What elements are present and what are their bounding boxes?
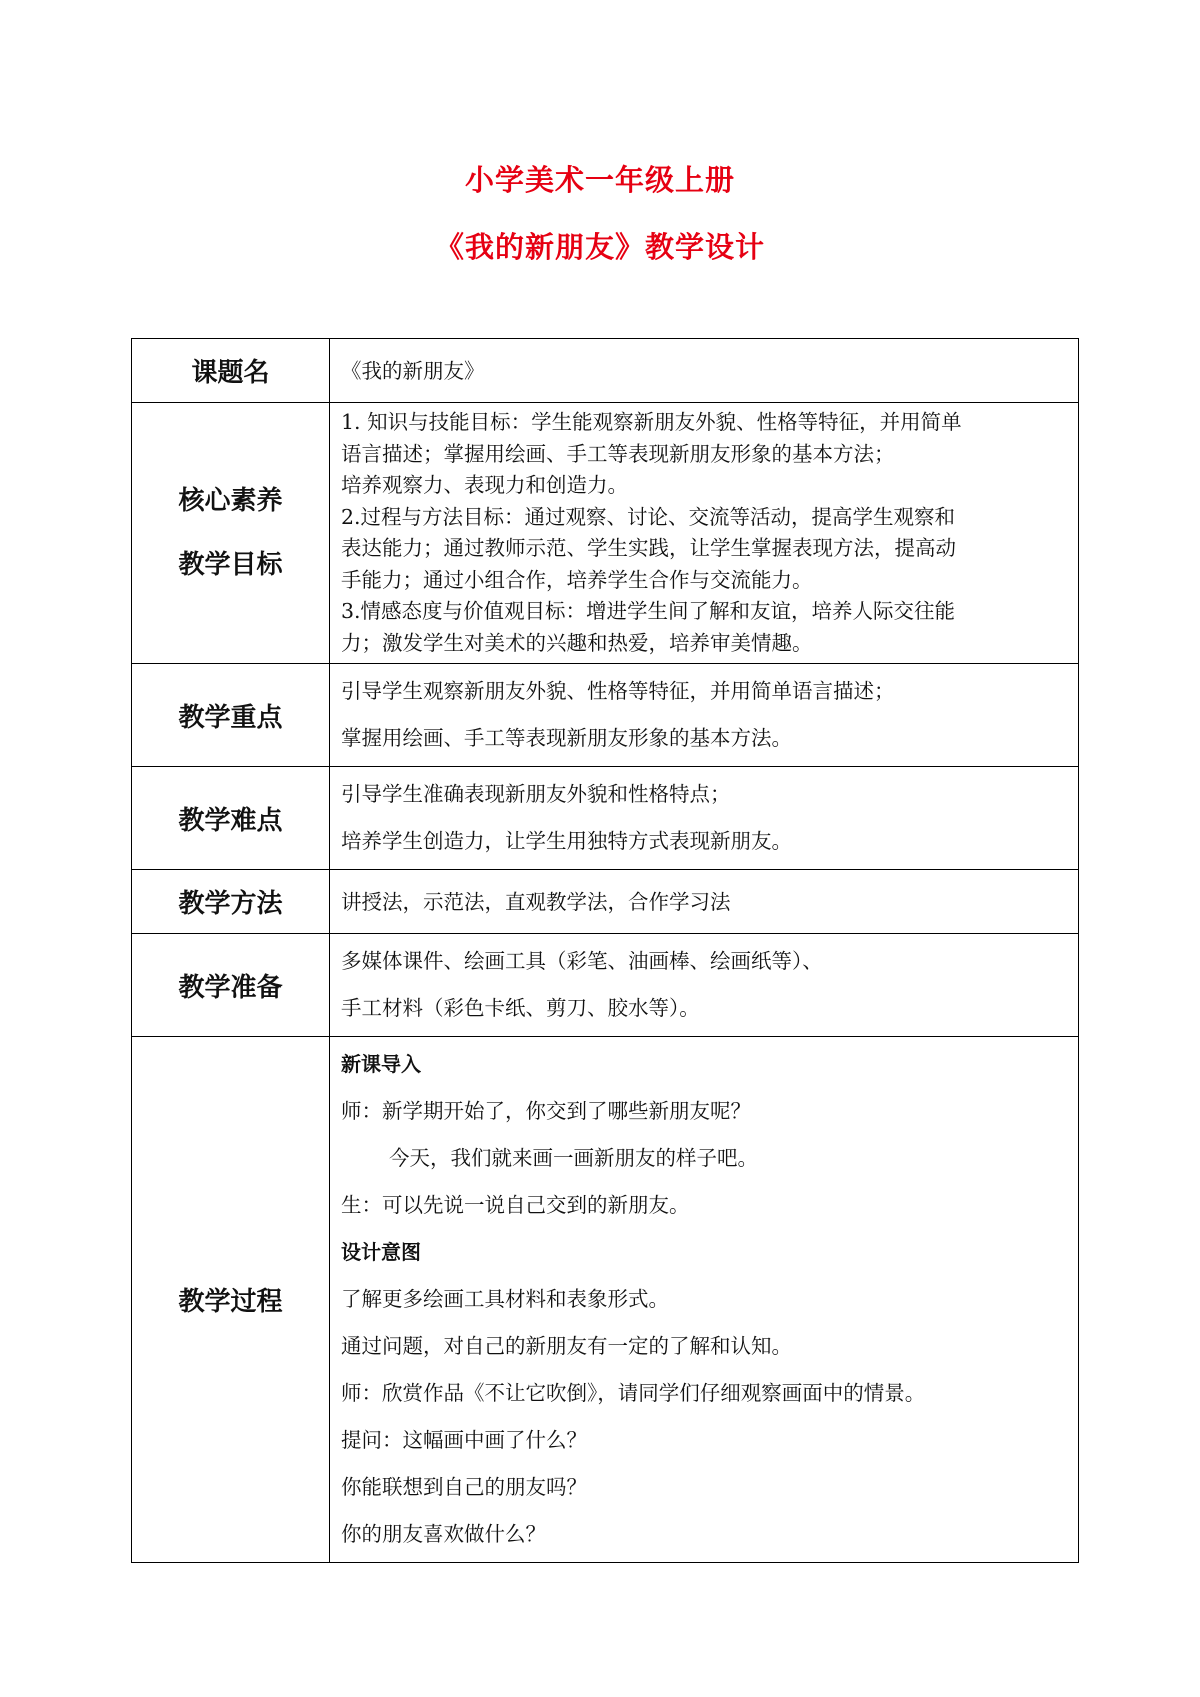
key-points-content <box>330 664 1079 767</box>
label-goals <box>132 403 330 664</box>
process-line: 通过问题，对自己的新朋友有一定的了解和认知。 <box>341 1334 792 1358</box>
value-lesson-name <box>330 339 1079 403</box>
row-difficulties <box>132 767 1079 870</box>
process-line: 生：可以先说一说自己交到的新朋友。 <box>341 1193 690 1217</box>
label-preparation: 教学准备 <box>132 934 330 1037</box>
design-heading: 设计意图 <box>341 1240 421 1264</box>
process-line: 了解更多绘画工具材料和表象形式。 <box>341 1287 669 1311</box>
preparation-line: 多媒体课件、绘画工具（彩笔、油画棒、绘画纸等）、 <box>341 949 823 973</box>
key-point-line: 引导学生观察新朋友外貌、性格等特征，并用简单语言描述； <box>341 679 895 703</box>
goal-line: 表达能力；通过教师示范、学生实践，让学生掌握表现方法，提高动 <box>341 536 956 560</box>
goal-line: 手能力；通过小组合作，培养学生合作与交流能力。 <box>341 567 813 592</box>
goals-content <box>330 403 1079 664</box>
label-goals-line1: 核心素养 <box>178 486 283 516</box>
preparation-line: 手工材料（彩色卡纸、剪刀、胶水等）。 <box>341 996 700 1020</box>
process-content <box>330 1037 1079 1563</box>
row-lesson-name <box>132 339 1079 403</box>
goal-line: 语言描述；掌握用绘画、手工等表现新朋友形象的基本方法； <box>341 441 895 466</box>
goal-line: 1. 知识与技能目标：学生能观察新朋友外貌、性格等特征，并用简单 <box>341 410 962 434</box>
goal-line: 2.过程与方法目标：通过观察、讨论、交流等活动，提高学生观察和 <box>341 504 956 529</box>
process-line: 你的朋友喜欢做什么？ <box>341 1522 546 1546</box>
difficulty-line: 引导学生准确表现新朋友外貌和性格特点； <box>341 782 731 806</box>
preparation-content <box>330 934 1079 1037</box>
methods-content <box>330 870 1079 934</box>
label-difficulties: 教学难点 <box>132 767 330 870</box>
label-methods: 教学方法 <box>132 870 330 934</box>
label-lesson-name: 课题名 <box>132 339 330 403</box>
row-key-points <box>132 664 1079 767</box>
goal-line: 3.情感态度与价值观目标：增进学生间了解和友谊，培养人际交往能 <box>341 599 956 623</box>
difficulties-content <box>330 767 1079 870</box>
process-line: 师：新学期开始了，你交到了哪些新朋友呢？ <box>341 1099 751 1123</box>
lesson-plan-table <box>131 338 1079 1563</box>
goal-line: 力；激发学生对美术的兴趣和热爱，培养审美情趣。 <box>341 630 813 655</box>
lesson-name-text: 《我的新朋友》 <box>341 358 485 383</box>
process-line: 你能联想到自己的朋友吗？ <box>341 1475 587 1499</box>
row-goals <box>132 403 1079 664</box>
goal-line: 培养观察力、表现力和创造力。 <box>341 473 628 497</box>
process-line: 今天，我们就来画一画新朋友的样子吧。 <box>389 1146 758 1170</box>
methods-text: 讲授法，示范法，直观教学法，合作学习法 <box>341 889 731 914</box>
process-line: 师：欣赏作品《不让它吹倒》，请同学们仔细观察画面中的情景。 <box>341 1381 926 1405</box>
row-preparation <box>132 934 1079 1037</box>
document-subtitle: 《我的新朋友》教学设计 <box>434 230 765 264</box>
label-key-points: 教学重点 <box>132 664 330 767</box>
label-process: 教学过程 <box>132 1037 330 1563</box>
document-title: 小学美术一年级上册 <box>464 163 735 197</box>
intro-heading: 新课导入 <box>341 1052 421 1076</box>
row-methods <box>132 870 1079 934</box>
label-goals-line2: 教学目标 <box>178 550 283 580</box>
key-point-line: 掌握用绘画、手工等表现新朋友形象的基本方法。 <box>341 726 792 750</box>
difficulty-line: 培养学生创造力，让学生用独特方式表现新朋友。 <box>341 829 792 853</box>
process-line: 提问：这幅画中画了什么？ <box>341 1428 587 1452</box>
row-process <box>132 1037 1079 1563</box>
